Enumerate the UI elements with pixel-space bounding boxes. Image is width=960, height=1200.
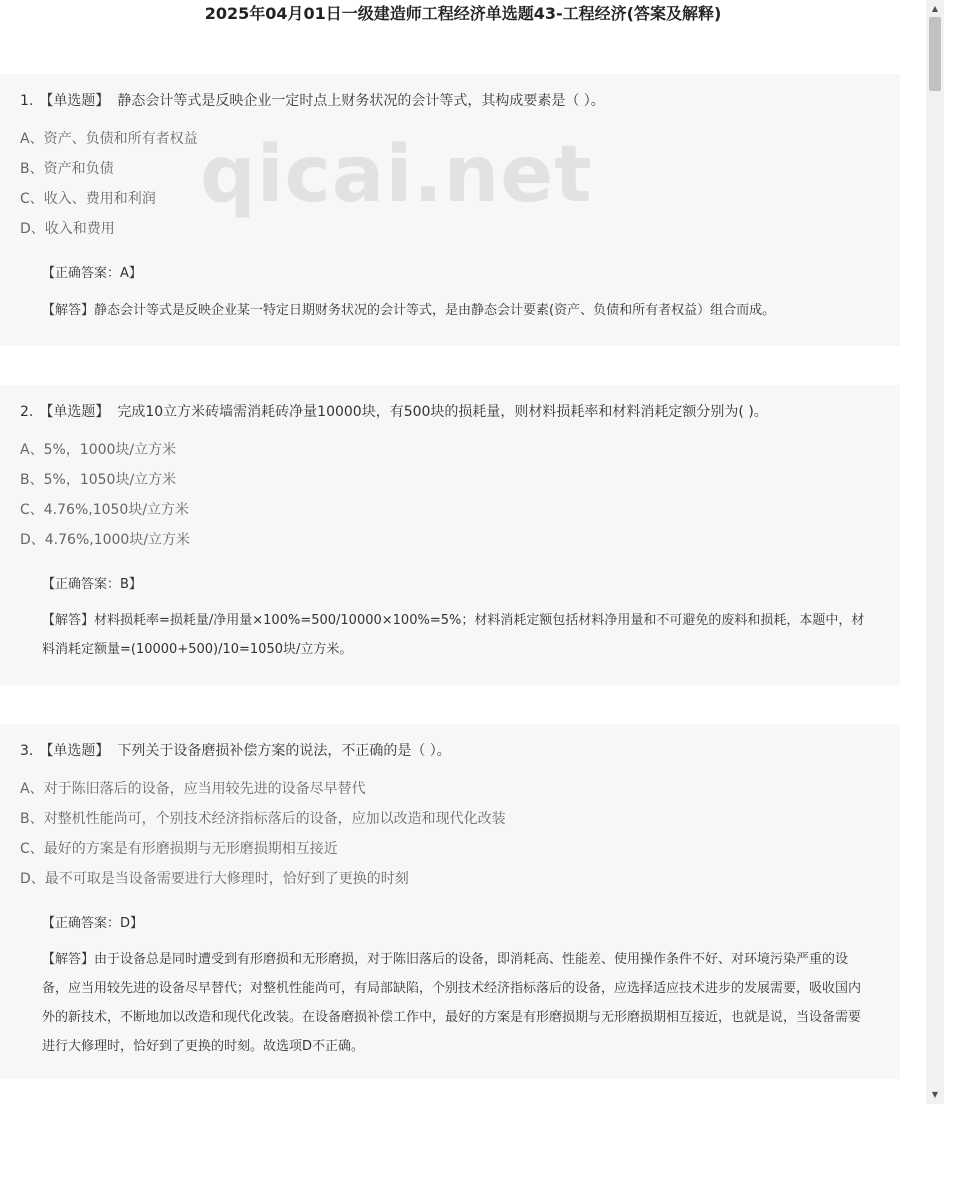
option-a[interactable]: A、资产、负债和所有者权益 [20,131,198,147]
scroll-up-arrow-icon[interactable]: ▲ [931,4,939,13]
option-c[interactable]: C、收入、费用和利润 [20,191,156,207]
option-b[interactable]: B、资产和负债 [20,161,114,177]
vertical-scrollbar[interactable] [926,0,944,1104]
option-c[interactable]: C、4.76%,1050块/立方米 [20,502,190,518]
correct-answer: 【正确答案：A】 [42,266,142,281]
question-type: 【单选题】 [39,404,110,420]
option-a[interactable]: A、对于陈旧落后的设备，应当用较先进的设备尽早替代 [20,781,366,797]
question-type: 【单选题】 [39,93,110,109]
option-d[interactable]: D、最不可取是当设备需要进行大修理时，恰好到了更换的时刻 [20,871,409,887]
option-list [20,774,506,894]
question-card-3 [0,724,900,1079]
option-b[interactable]: B、对整机性能尚可，个别技术经济指标落后的设备，应加以改造和现代化改装 [20,811,506,827]
page-title: 2025年04月01日一级建造师工程经济单选题43-工程经济(答案及解释) [204,4,722,23]
watermark: qicai.net [200,130,593,220]
scroll-down-arrow-icon[interactable]: ▼ [931,1090,939,1099]
question-text: 完成10立方米砖墙需消耗砖净量10000块，有500块的损耗量，则材料损耗率和材料消耗定额分别为( )。 [117,404,768,420]
option-d[interactable]: D、收入和费用 [20,221,115,237]
question-text: 静态会计等式是反映企业一定时点上财务状况的会计等式，其构成要素是（ ）。 [117,93,605,109]
question-stem [20,90,605,112]
correct-answer: 【正确答案：D】 [42,916,144,931]
question-type: 【单选题】 [39,743,110,759]
option-list [20,124,198,244]
answer-analysis: 【解答】材料损耗率=损耗量/净用量×100%=500/10000×100%=5%；材料消耗定额包括材料净用量和不可避免的废料和损耗，本题中，材料消耗定额量=(10000+500)/10=1050块/立方米。 [42,613,865,657]
question-stem [20,740,451,762]
correct-answer: 【正确答案：B】 [42,577,142,592]
scroll-thumb[interactable] [929,17,941,91]
question-text: 下列关于设备磨损补偿方案的说法，不正确的是（ ）。 [117,743,451,759]
option-a[interactable]: A、5%，1000块/立方米 [20,442,177,458]
question-number: 1. [20,93,34,109]
option-c[interactable]: C、最好的方案是有形磨损期与无形磨损期相互接近 [20,841,338,857]
question-stem [20,401,768,423]
option-list [20,435,190,555]
option-d[interactable]: D、4.76%,1000块/立方米 [20,532,191,548]
answer-analysis: 【解答】由于设备总是同时遭受到有形磨损和无形磨损，对于陈旧落后的设备，即消耗高、性能差、使用操作条件不好、对环境污染严重的设备，应当用较先进的设备尽早替代；对整机性能尚可，有局部缺陷，个别技术经济指标落后的设备，应选择适应技术进步的发展需要，吸收国内外的新技术，不断地加以改造和现代化改装。在设备磨损补偿工作中，最好的方案是有形磨损期与无形磨损期相互接近，也就是说，当设备需要进行大修理时，恰好到了更换的时刻。故选项D不正确。 [42,952,862,1054]
question-number: 2. [20,404,34,420]
answer-analysis: 【解答】静态会计等式是反映企业某一特定日期财务状况的会计等式，是由静态会计要素(资产、负债和所有者权益）组合而成。 [42,303,776,318]
question-number: 3. [20,743,34,759]
option-b[interactable]: B、5%，1050块/立方米 [20,472,177,488]
question-card-2 [0,385,900,685]
